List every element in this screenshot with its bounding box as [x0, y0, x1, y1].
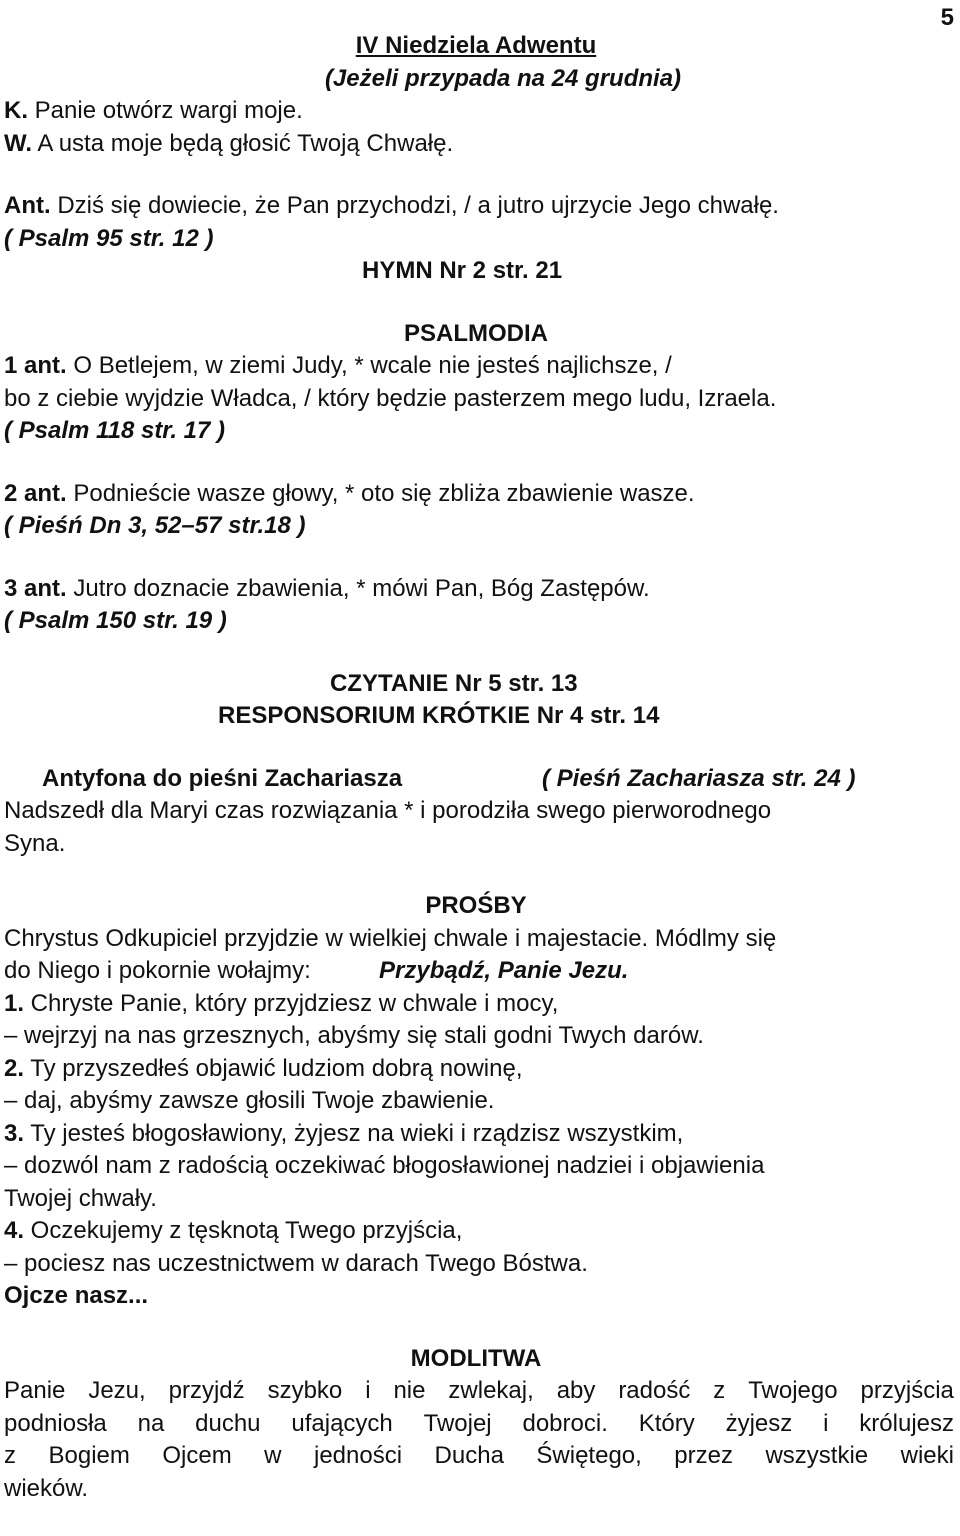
- prayer-word: Panie: [4, 1377, 66, 1404]
- prayer-word: Twojego: [748, 1377, 838, 1404]
- liturgy-page: [4, 30, 954, 1505]
- prayer-word: Ojcem: [162, 1442, 232, 1469]
- prayer-line-3: [4, 1440, 954, 1473]
- prayer-word: Który: [638, 1409, 695, 1437]
- prayer-word: nie: [393, 1377, 426, 1404]
- prayer-line-1: [4, 1375, 954, 1408]
- versicle-text: Panie otwórz wargi moje.: [28, 97, 303, 124]
- opening-versicle: [4, 95, 954, 128]
- antiphon-2-label: 2 ant.: [4, 479, 67, 507]
- prayer-word: na: [137, 1409, 165, 1437]
- benedictus-antiphon-continued: Syna.: [4, 829, 66, 857]
- invitatory-label: Ant.: [4, 192, 51, 219]
- page-title: IV Niedziela Adwentu: [355, 32, 597, 59]
- antiphon-1-label: 1 ant.: [4, 352, 67, 379]
- prayer-word: jedności: [314, 1442, 403, 1469]
- dash: –: [4, 1087, 18, 1114]
- antiphon-3-text: Jutro doznacie zbawienia, * mówi Pan, Bóg Zastępów.: [66, 574, 650, 602]
- prayer-word: z: [4, 1442, 16, 1469]
- prayer-line-2: [4, 1408, 954, 1441]
- prayer-word: podniosła: [4, 1409, 107, 1437]
- page-subtitle: (Jeżeli przypada na 24 grudnia): [324, 64, 682, 92]
- dash: –: [4, 1249, 18, 1277]
- prayer-word: Jezu,: [88, 1377, 146, 1404]
- invitatory-text: Dziś się dowiecie, że Pan przychodzi, / a jutro ujrzycie Jego chwałę.: [50, 192, 779, 219]
- prayer-word: przyjścia: [860, 1377, 954, 1404]
- antiphon-1-text: O Betlejem, w ziemi Judy, * wcale nie jesteś najlichsze, /: [66, 352, 672, 379]
- prayer-word: duchu: [195, 1409, 261, 1437]
- prayer-word: Świętego,: [536, 1442, 642, 1469]
- prayer-word: przyjdź: [168, 1377, 245, 1404]
- prayer-word: wieki: [900, 1442, 954, 1469]
- petition-4-response-text: pociesz nas uczestnictwem w darach Twego Bóstwa.: [24, 1249, 588, 1277]
- intercessions-response: Przybądź, Panie Jezu.: [379, 957, 629, 984]
- intercessions-intro-continued: [4, 955, 954, 988]
- antiphon-2-text: Podnieście wasze głowy, * oto się zbliża zbawienie wasze.: [66, 479, 695, 507]
- petition-2-response: [4, 1085, 954, 1118]
- petition-4: [4, 1215, 954, 1248]
- page-number: 5: [940, 4, 954, 31]
- petition-4-text: Oczekujemy z tęsknotą Twego przyjścia,: [24, 1217, 463, 1244]
- prayer-line-4: wieków.: [4, 1474, 89, 1502]
- prayer-word: zwlekaj,: [448, 1377, 534, 1404]
- petition-1-response-text: wejrzyj na nas grzesznych, abyśmy się stali godni Twych darów.: [24, 1022, 704, 1049]
- our-father: Ojcze nasz...: [4, 1282, 149, 1309]
- intercessions-heading: PROŚBY: [425, 892, 527, 919]
- intercessions-intro: Chrystus Odkupiciel przyjdzie w wielkiej chwale i majestacie. Módlmy się: [4, 924, 777, 952]
- prayer-word: radość: [618, 1377, 691, 1404]
- prayer-word: Bogiem: [48, 1442, 130, 1469]
- petition-2-response-text: daj, abyśmy zawsze głosili Twoje zbawienie.: [24, 1087, 495, 1114]
- petition-3-response-text: dozwól nam z radością oczekiwać błogosławionej nadziei i objawienia: [24, 1152, 765, 1179]
- petition-2-number: 2.: [4, 1054, 25, 1082]
- versicle-label: K.: [4, 97, 28, 124]
- prayer-word: i: [365, 1377, 371, 1404]
- prayer-word: przez: [674, 1442, 733, 1469]
- prayer-word: z: [713, 1377, 726, 1404]
- petition-3: [4, 1118, 954, 1151]
- antiphon-1-reference: ( Psalm 118 str. 17 ): [4, 417, 226, 444]
- benedictus-reference: ( Pieśń Zachariasza str. 24 ): [542, 764, 856, 792]
- antiphon-3: [4, 573, 954, 606]
- opening-response: [4, 128, 954, 161]
- dash: –: [4, 1022, 18, 1049]
- petition-3-text: Ty jesteś błogosławiony, żyjesz na wieki i rządzisz wszystkim,: [24, 1119, 684, 1147]
- petition-3-response-continued: Twojej chwały.: [4, 1184, 157, 1212]
- response-label: W.: [4, 129, 32, 157]
- petition-2: [4, 1053, 954, 1086]
- invitatory-reference: ( Psalm 95 str. 12 ): [4, 224, 214, 252]
- petition-4-response: [4, 1248, 954, 1281]
- prayer-word: ufających: [291, 1409, 393, 1437]
- prayer-word: szybko: [267, 1377, 343, 1404]
- petition-2-text: Ty przyszedłeś objawić ludziom dobrą nowinę,: [24, 1054, 523, 1082]
- prayer-word: aby: [556, 1377, 596, 1404]
- petition-1-number: 1.: [4, 989, 25, 1017]
- petition-1-response: [4, 1020, 954, 1053]
- benedictus-antiphon: Nadszedł dla Maryi czas rozwiązania * i porodziła swego pierworodnego: [4, 797, 772, 824]
- antiphon-1-continued: bo z ciebie wyjdzie Władca, / który będzie pasterzem mego ludu, Izraela.: [4, 384, 777, 412]
- prayer-word: Twojej: [423, 1409, 492, 1437]
- antiphon-2: [4, 478, 954, 511]
- benedictus-label: Antyfona do pieśni Zachariasza: [42, 764, 403, 792]
- hymn-heading: HYMN Nr 2 str. 21: [362, 257, 563, 284]
- prayer-word: żyjesz: [725, 1409, 793, 1437]
- invitatory-antiphon: [4, 190, 954, 223]
- response-text: A usta moje będą głosić Twoją Chwałę.: [32, 129, 454, 157]
- antiphon-2-reference: ( Pieśń Dn 3, 52–57 str.18 ): [4, 512, 306, 539]
- petition-3-response: [4, 1150, 954, 1183]
- intercessions-intro-text: do Niego i pokornie wołajmy:: [4, 957, 311, 984]
- petition-4-number: 4.: [4, 1217, 25, 1244]
- antiphon-1: [4, 350, 954, 383]
- psalmody-heading: PSALMODIA: [404, 319, 548, 347]
- petition-3-number: 3.: [4, 1119, 25, 1147]
- petition-1-text: Chryste Panie, który przyjdziesz w chwale i mocy,: [24, 989, 559, 1017]
- reading-heading: CZYTANIE Nr 5 str. 13: [330, 669, 578, 697]
- responsory-heading: RESPONSORIUM KRÓTKIE Nr 4 str. 14: [218, 702, 660, 729]
- prayer-word: Ducha: [434, 1442, 504, 1469]
- dash: –: [4, 1152, 18, 1179]
- antiphon-3-reference: ( Psalm 150 str. 19 ): [4, 607, 227, 634]
- prayer-word: dobroci.: [522, 1409, 608, 1437]
- prayer-word: królujesz: [859, 1409, 954, 1437]
- antiphon-3-label: 3 ant.: [4, 574, 67, 602]
- prayer-word: i: [823, 1409, 829, 1437]
- prayer-word: wszystkie: [765, 1442, 869, 1469]
- benedictus-heading: [4, 763, 954, 796]
- petition-1: [4, 988, 954, 1021]
- prayer-word: w: [264, 1442, 282, 1469]
- prayer-heading: MODLITWA: [410, 1344, 542, 1372]
